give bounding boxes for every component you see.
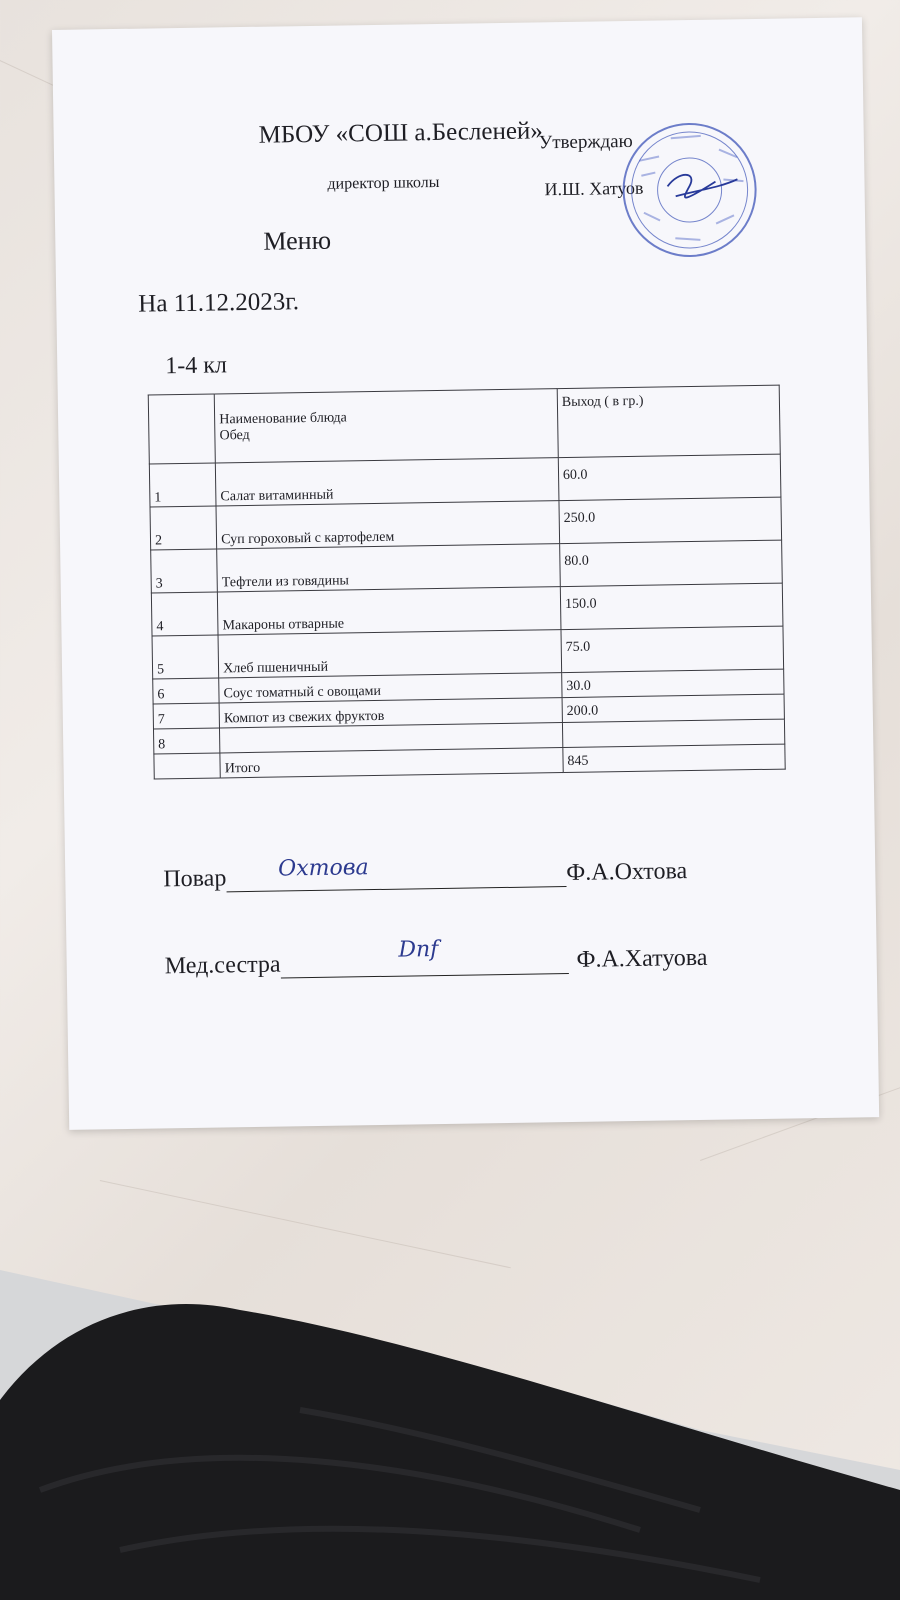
row-dish: Макароны отварные <box>217 587 560 635</box>
row-num: 2 <box>150 506 217 550</box>
row-yield-cell <box>559 497 782 543</box>
header-yield: Выход ( в гр.) <box>557 385 780 457</box>
total-value-cell <box>563 744 785 772</box>
row-yield-cell <box>562 694 784 722</box>
table-header-row <box>148 385 780 464</box>
row-yield: 60.0 <box>562 467 588 484</box>
grade-label: 1-4 кл <box>165 352 228 380</box>
row-yield-cell <box>558 454 781 500</box>
row-num: 8 <box>153 728 220 754</box>
total-value: 845 <box>567 753 589 769</box>
row-yield: 75.0 <box>565 639 591 656</box>
cook-signature-blank <box>226 855 566 892</box>
row-yield-cell <box>560 540 783 586</box>
header-num-cell <box>148 394 215 464</box>
row-num: 7 <box>153 703 220 729</box>
row-yield: 150.0 <box>564 596 597 613</box>
cook-name: Ф.А.Охтова <box>566 858 688 887</box>
school-name: МБОУ «СОШ а.Бесленей» <box>258 117 544 149</box>
total-num-cell <box>154 753 221 779</box>
nurse-signature-blank <box>280 937 568 979</box>
row-yield-cell <box>562 669 784 697</box>
row-yield: 80.0 <box>564 553 589 570</box>
official-stamp <box>619 119 761 261</box>
header-name-line1: Наименование блюда <box>219 410 347 428</box>
nurse-label: Мед.сестра <box>164 951 281 980</box>
dark-fabric <box>0 1230 900 1600</box>
menu-sheet <box>52 17 879 1130</box>
total-label: Итого <box>220 748 563 778</box>
nurse-signature-line <box>164 937 708 981</box>
header-name-cell <box>214 389 558 463</box>
row-num: 1 <box>149 463 216 507</box>
director-label: директор школы <box>327 173 440 193</box>
row-dish: Хлеб пшеничный <box>218 630 561 678</box>
row-yield: 200.0 <box>566 703 599 719</box>
row-dish: Суп гороховый с картофелем <box>216 501 559 549</box>
row-yield-cell <box>561 626 784 672</box>
row-dish: Тефтели из говядины <box>217 544 560 592</box>
row-dish: Салат витаминный <box>215 458 558 506</box>
row-dish: Компот из свежих фруктов <box>219 698 562 728</box>
nurse-signature: Dnf <box>398 937 439 963</box>
row-yield-cell <box>562 719 784 747</box>
row-num: 6 <box>153 678 220 704</box>
approve-label: Утверждаю <box>538 130 633 154</box>
director-name: И.Ш. Хатуов <box>544 177 644 200</box>
row-yield-cell <box>560 583 783 629</box>
menu-date: На 11.12.2023г. <box>138 288 300 318</box>
cook-signature: Охтова <box>278 855 369 882</box>
row-num: 5 <box>152 635 219 679</box>
row-num: 3 <box>151 549 218 593</box>
row-yield: 30.0 <box>566 678 591 695</box>
row-num: 4 <box>151 592 218 636</box>
cook-signature-line <box>163 855 688 893</box>
menu-title: Меню <box>263 225 332 256</box>
nurse-name: Ф.А.Хатуова <box>576 944 708 973</box>
header-name-line2: Обед <box>219 427 250 444</box>
row-yield: 250.0 <box>563 510 596 527</box>
row-dish: Соус томатный с овощами <box>219 673 562 703</box>
menu-table <box>148 385 786 780</box>
cook-label: Повар <box>163 865 227 893</box>
